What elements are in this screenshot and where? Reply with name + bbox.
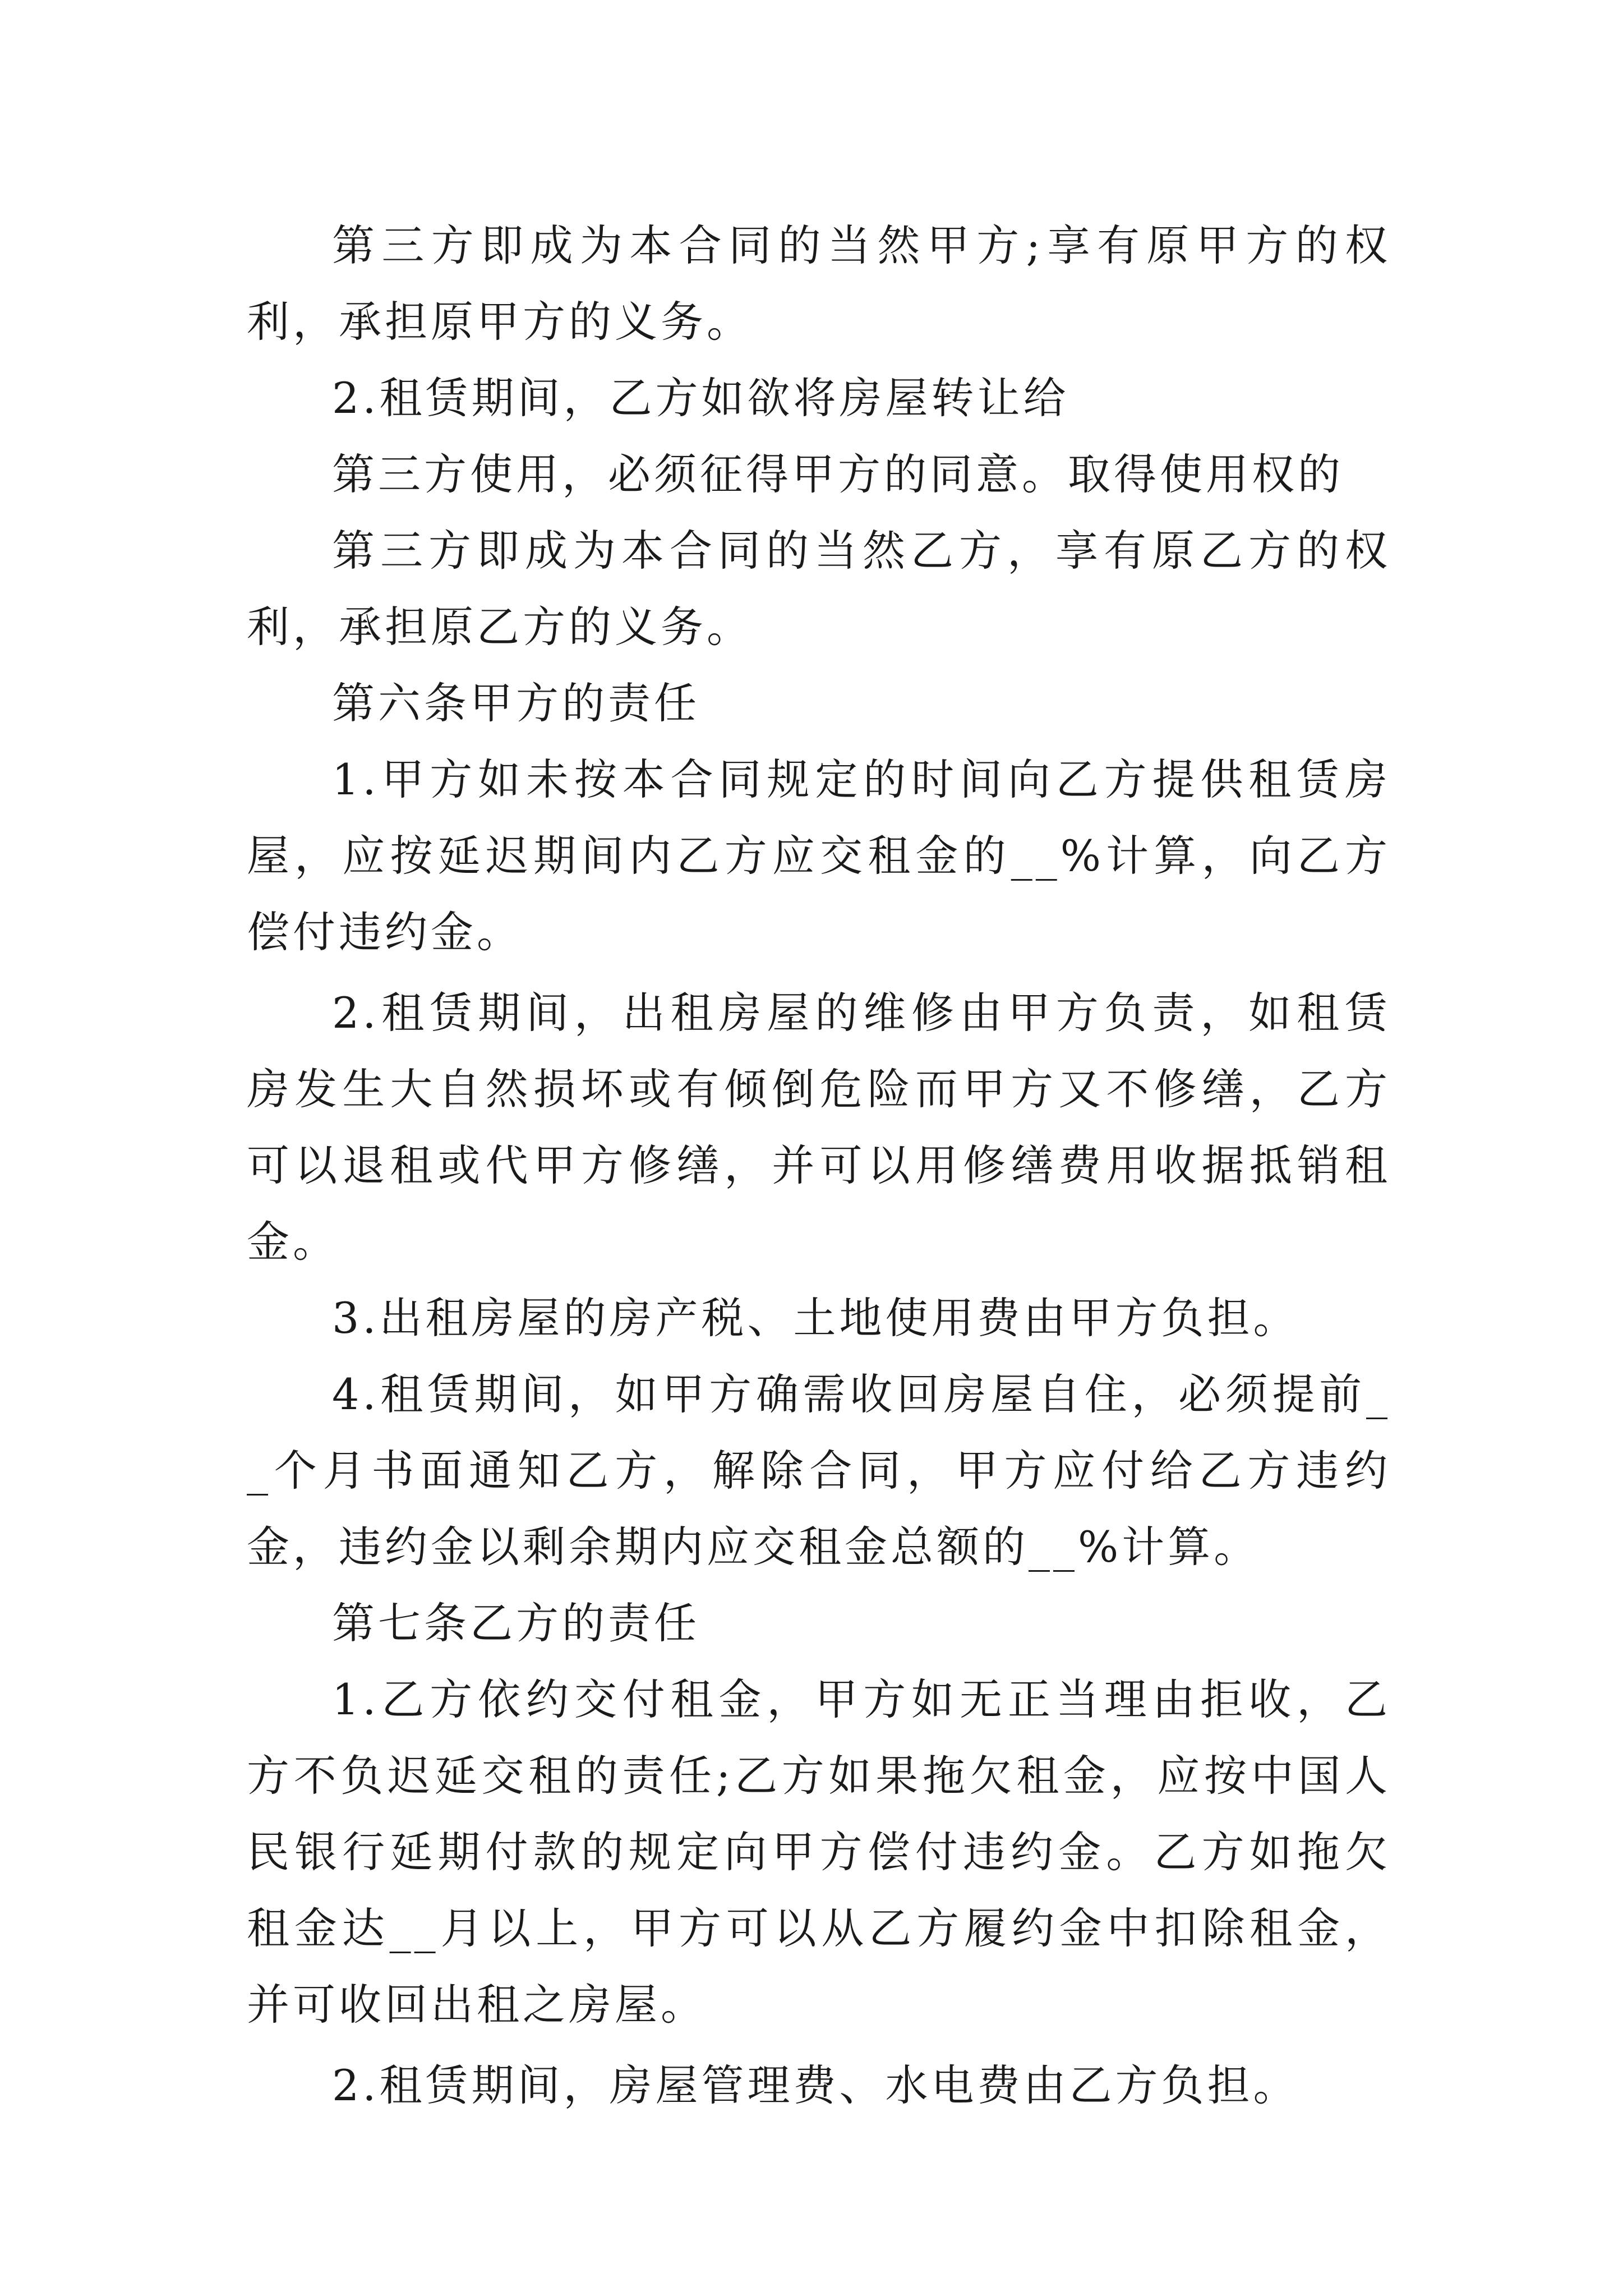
paragraph-article-7-item-2: 2.租赁期间，房屋管理费、水电费由乙方负担。: [332, 2060, 1299, 2110]
paragraph-article-6-item-4: 4.租赁期间，如甲方确需收回房屋自住，必须提前__个月书面通知乙方，解除合同，甲方应付给乙方违约金，违约金以剩余期内应交租金总额的__%计算。: [247, 1369, 1391, 1572]
paragraph-transfer-party-a-clause: 第三方即成为本合同的当然甲方;享有原甲方的权利，承担原甲方的义务。: [247, 220, 1391, 347]
paragraph-article-7-item-1: 1.乙方依约交付租金，甲方如无正当理由拒收，乙方不负迟延交租的责任;乙方如果拖欠租金，应按中国人民银行延期付款的规定向甲方偿付违约金。乙方如拖欠租金达__月以上，甲方可以从乙方履约金中扣除租金，并可收回出租之房屋。: [247, 1674, 1391, 2030]
paragraph-article-6-item-3: 3.出租房屋的房产税、土地使用费由甲方负担。: [332, 1293, 1299, 1343]
paragraph-article-6-item-2: 2.租赁期间，出租房屋的维修由甲方负责，如租赁房发生大自然损坏或有倾倒危险而甲方又不修缮，乙方可以退租或代甲方修缮，并可以用修缮费用收据抵销租金。: [247, 988, 1391, 1267]
paragraph-item-2-transfer: 2.租赁期间，乙方如欲将房屋转让给: [332, 373, 1069, 423]
heading-article-7: 第七条乙方的责任: [332, 1598, 700, 1648]
heading-article-6: 第六条甲方的责任: [332, 678, 700, 728]
paragraph-article-6-item-1: 1.甲方如未按本合同规定的时间向乙方提供租赁房屋，应按延迟期间内乙方应交租金的__%计算，向乙方偿付违约金。: [247, 754, 1391, 957]
document-body: [247, 208, 1391, 2124]
paragraph-third-party-use: 第三方使用，必须征得甲方的同意。取得使用权的: [332, 449, 1344, 499]
paragraph-transfer-party-b-clause: 第三方即成为本合同的当然乙方，享有原乙方的权利，承担原乙方的义务。: [247, 526, 1391, 652]
